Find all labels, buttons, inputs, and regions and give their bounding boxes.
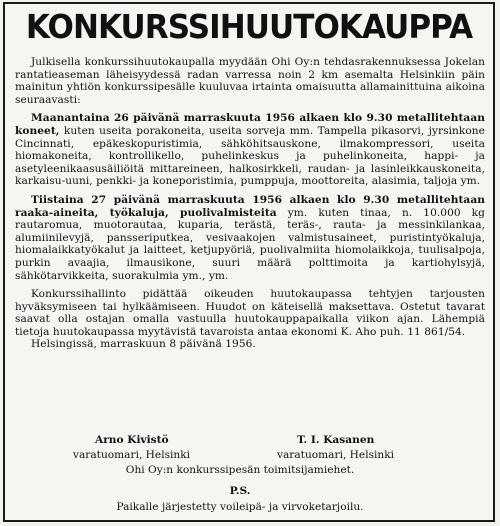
signer-2-title: varatuomari, Helsinki bbox=[277, 449, 395, 461]
tuesday-lead: Tiistaina 27 päivänä marraskuuta 1956 alkaen klo 9.30 metallitehtaan raaka-aineita, työkaluja, puolivalmisteita bbox=[15, 193, 485, 219]
monday-paragraph bbox=[15, 112, 485, 188]
headline: KONKURSSIHUUTOKAUPPA bbox=[25, 7, 473, 46]
ad-body bbox=[15, 56, 485, 351]
dateline: Helsingissä, marraskuun 8 päivänä 1956. bbox=[31, 338, 256, 351]
tuesday-paragraph bbox=[15, 194, 485, 282]
ps-text: Paikalle järjestetty voileipä- ja virvoketarjoilu. bbox=[116, 501, 364, 513]
intro-paragraph: Julkisella konkurssihuutokaupalla myydään Ohi Oy:n tehdasrakennuksessa Jokelan rantatieaseman läheisyydessä radan varressa noin 2 km asemalta Helsinkiin päin mainitun yhtiön konkurssipesälle kuuluvaa irtainta omaisuutta allamainittuina aikoina seuraavasti: bbox=[15, 56, 485, 106]
signatures bbox=[15, 434, 485, 462]
tuesday-text: ym. kuten tinaa, n. 10.000 kg rautaromua, muotorautaa, kuparia, terästä, teräs-, rauta- ja messinkilankaa, alumiinilevyjä, pansseriputkea, vesivaakojen valmistusaineet, puristintyökaluja, hiomalaikkatyökalut ja laitteet, ketjupyöriä, puolivalmiita hiomolaikkoja, tuulisalpoja, purkin avaajia, ilmausikone, suuri määrä polttimoita ja kartiohylsyjä, sähkötarvikkeita, suorakulmia ym., ym. bbox=[15, 206, 485, 282]
auction-advertisement bbox=[3, 2, 495, 522]
terms-paragraph: Konkurssihallinto pidättää oikeuden huutokaupassa tehtyjen tarjousten hyväksymiseen tai hylkäämiseen. Huudot on käteisellä maksettava. Ostetut tavarat saavat olla ostajan omalla vastuulla huutokauppapaikalla viikon ajan. Lähempiä tietoja huutokaupassa myytävistä tavaroista antaa ekonomi K. Aho puh. 11 861/54. bbox=[15, 288, 485, 338]
monday-lead: Maanantaina 26 päivänä marraskuuta 1956 alkaen klo 9.30 metallitehtaan koneet, bbox=[15, 112, 485, 137]
signer-2-name: T. I. Kasanen bbox=[297, 434, 375, 446]
trustees-role: Ohi Oy:n konkurssipesän toimitsijamiehet. bbox=[125, 464, 355, 476]
monday-text: kuten useita porakoneita, useita sorveja mm. Tampella pikasorvi, jyrsinkone Cincinnati, epäkeskopuristimia, sähköhitsauskone, ilmakompressori, useita hiomakoneita, kontrollikello, puhelinkeskus ja puhelinkoneita, happi- ja asetyleenikaasusäiliöitä mittareineen, halkosirkkeli, raudan- ja lasinleikkauskoneita, karkaisu-uuni, penkki- ja koneporistimia, pumppuja, moottoreita, alasimia, taljoja ym. bbox=[15, 124, 485, 188]
ps-label: P.S. bbox=[229, 485, 251, 497]
signer-1-name: Arno Kivistö bbox=[95, 434, 169, 446]
signer-1-title: varatuomari, Helsinki bbox=[73, 449, 191, 461]
